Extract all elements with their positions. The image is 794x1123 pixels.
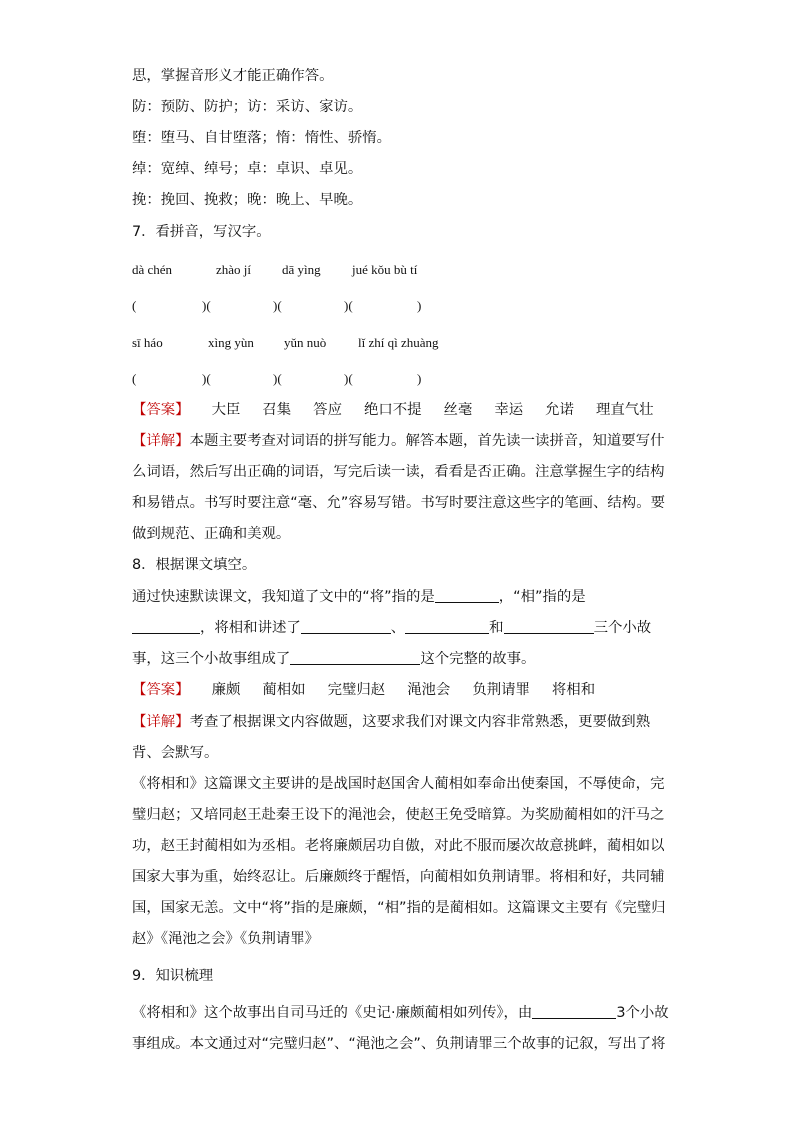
answer-item: 允诺	[545, 402, 574, 418]
answer-item: 渑池会	[407, 682, 451, 698]
answer-item: 幸运	[494, 402, 524, 418]
text-line: 思，掌握音形义才能正确作答。	[132, 68, 334, 84]
blank-field[interactable]	[532, 1004, 616, 1019]
text-line: 么词语，然后写出正确的词语，写完后读一读，看看是否正确。注意掌握生字的结构	[132, 464, 665, 480]
text-line: 背、会默写。	[132, 745, 219, 761]
question-title: 7．看拼音，写汉字。	[132, 224, 271, 240]
text-line: 防：预防、防护；访：采访、家访。	[132, 99, 363, 115]
answer-item: 将相和	[551, 682, 596, 698]
text-line: 绰：宽绰、绰号；卓：卓识、卓见。	[132, 161, 363, 177]
fill-line: 《将相和》这个故事出自司马迁的《史记·廉颇蔺相如列传》，由 3个小故	[132, 1005, 669, 1021]
answer-item: 廉颇	[211, 682, 241, 698]
pinyin: xìng yùn	[208, 335, 254, 350]
blank-field[interactable]	[301, 619, 391, 634]
blank-field[interactable]	[290, 650, 420, 665]
text-line: 堕：堕马、自甘堕落；惰：惰性、骄惰。	[132, 130, 392, 146]
blank-field[interactable]	[504, 619, 594, 634]
pinyin: dā yìng	[282, 262, 321, 277]
answer-line	[132, 400, 664, 420]
answer-item: 负荆请罪	[472, 682, 530, 698]
pinyin: dà chén	[132, 262, 173, 277]
answer-line	[132, 680, 664, 700]
text-line: 《将相和》这篇课文主要讲的是战国时赵国舍人蔺相如奉命出使秦国，不辱使命，完	[132, 776, 665, 792]
answer-item: 丝毫	[443, 402, 473, 418]
answer-item: 召集	[262, 402, 292, 418]
blank-field[interactable]	[435, 588, 499, 603]
pinyin: jué kǒu bù tí	[352, 262, 418, 277]
pinyin: lǐ zhí qì zhuàng	[358, 335, 439, 350]
pinyin: sī háo	[132, 335, 163, 350]
answer-item: 答应	[313, 402, 342, 418]
text-line: 国家大事为重，始终忍让。后廉颇终于醒悟，向蔺相如负荆请罪。将相和好，共同辅	[132, 869, 665, 885]
detail-line: 【详解】本题主要考查对词语的拼写能力。解答本题，首先读一读拼音，知道要写什	[132, 433, 665, 449]
blank-field[interactable]	[405, 619, 489, 634]
text-line: 功，赵王封蔺相如为丞相。老将廉颇居功自傲，对此不服而屡次故意挑衅，蔺相如以	[132, 838, 665, 854]
fill-line: 事，这三个小故事组成了 这个完整的故事。	[132, 651, 536, 667]
text-line: 事组成。本文通过对“完璧归赵”、“渑池之会”、负荆请罪三个故事的记叙，写出了将	[132, 1036, 666, 1052]
text-line: 璧归赵；又培同赵王赴秦王设下的渑池会，使赵王免受暗算。为奖励蔺相如的汗马之	[132, 807, 665, 823]
text-line: 挽：挽回、挽救；晚：晚上、早晚。	[132, 192, 363, 208]
answer-item: 理直气壮	[595, 402, 654, 418]
answer-item: 绝口不提	[363, 402, 422, 418]
text-line: 国，国家无恙。文中“将”指的是廉颇，“相”指的是蔺相如。这篇课文主要有《完璧归	[132, 900, 666, 916]
fill-line: ，将相和讲述了 、 和 三个小故	[132, 618, 664, 638]
text-line: 做到规范、正确和美观。	[132, 526, 291, 542]
question-title: 9．知识梳理	[132, 968, 214, 984]
fill-line: 通过快速默读课文，我知道了文中的“将”指的是 ，“相”指的是	[132, 589, 586, 605]
pinyin: zhào jí	[216, 262, 252, 277]
pinyin: yǔn nuò	[284, 335, 327, 350]
answer-label: 【答案】	[132, 402, 190, 418]
text-line: 赵》《渑池之会》《负荆请罪》	[132, 931, 320, 947]
answer-item: 完璧归赵	[327, 682, 386, 698]
answer-item: 大臣	[211, 402, 241, 418]
blank-field[interactable]	[132, 619, 200, 634]
answer-item: 蔺相如	[262, 682, 306, 698]
question-title: 8．根据课文填空。	[132, 557, 257, 573]
text-line: 和易错点。书写时要注意“毫、允”容易写错。书写时要注意这些字的笔画、结构。要	[132, 495, 665, 511]
answer-label: 【答案】	[132, 682, 190, 698]
detail-label: 【详解】	[132, 433, 190, 449]
detail-line: 【详解】考查了根据课文内容做题，这要求我们对课文内容非常熟悉，更要做到熟	[132, 714, 651, 730]
detail-label: 【详解】	[132, 714, 190, 730]
